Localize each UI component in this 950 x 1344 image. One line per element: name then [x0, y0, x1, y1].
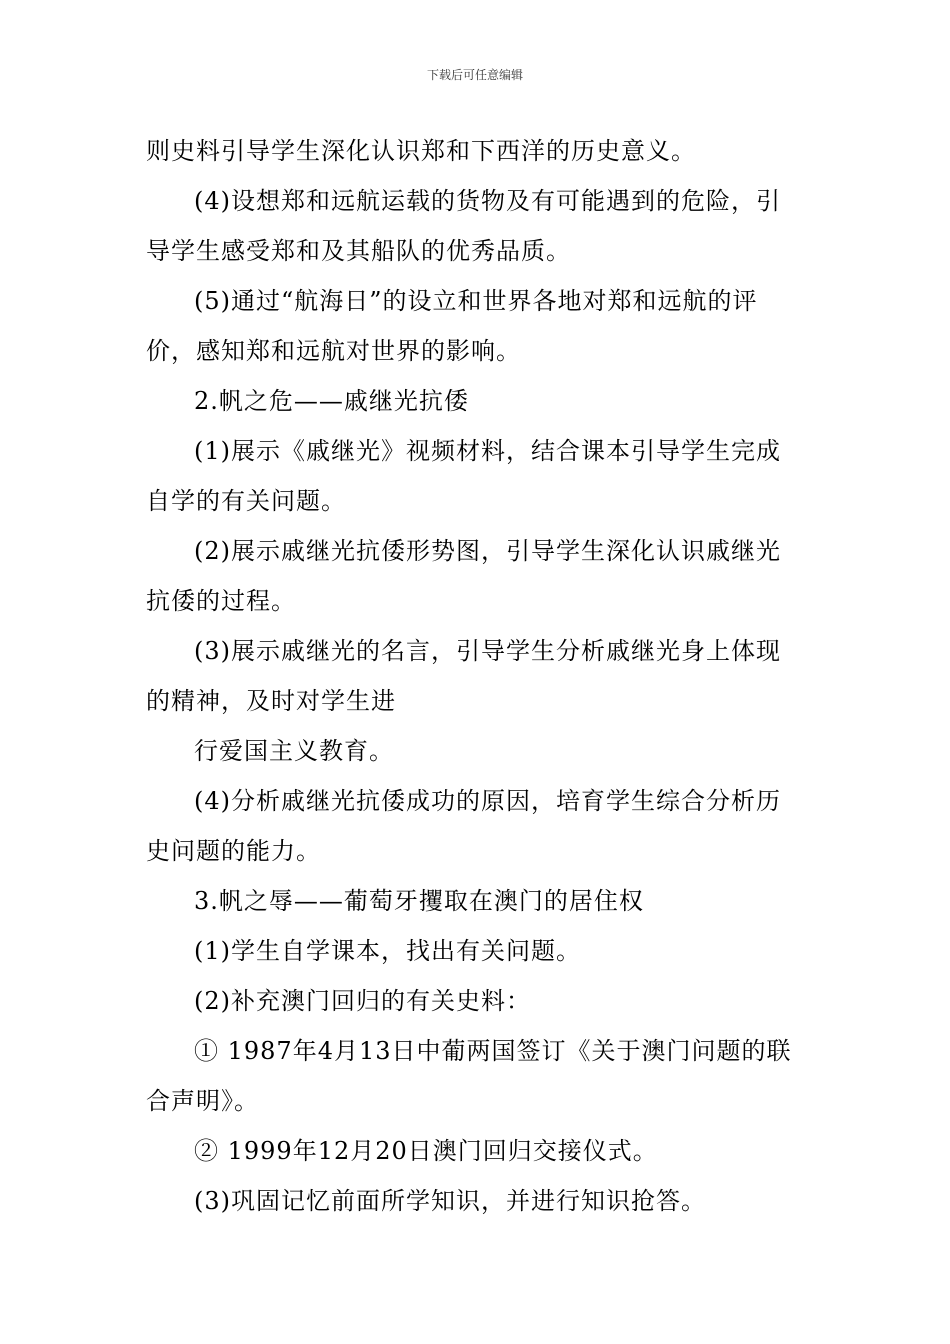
- text-line: (3)展示戚继光的名言，引导学生分析戚继光身上体现: [194, 637, 781, 665]
- text-line: 导学生感受郑和及其船队的优秀品质。: [146, 237, 571, 265]
- text-line: (2)展示戚继光抗倭形势图，引导学生深化认识戚继光: [194, 537, 781, 565]
- text-line: (4)设想郑和远航运载的货物及有可能遇到的危险，引: [194, 187, 781, 215]
- text-line: ② 1999年12月20日澳门回归交接仪式。: [194, 1137, 658, 1165]
- document-body: [146, 126, 810, 1226]
- text-line: (5)通过“航海日”的设立和世界各地对郑和远航的评: [194, 287, 758, 315]
- text-line: 价，感知郑和远航对世界的影响。: [146, 337, 521, 365]
- text-line: 则史料引导学生深化认识郑和下西洋的历史意义。: [146, 137, 696, 165]
- text-line: 自学的有关问题。: [146, 487, 346, 515]
- text-line: 合声明》。: [146, 1087, 259, 1115]
- text-line: (2)补充澳门回归的有关史料：: [194, 987, 531, 1015]
- section-heading: 2.帆之危——戚继光抗倭: [194, 387, 469, 415]
- text-line: (3)巩固记忆前面所学知识，并进行知识抢答。: [194, 1187, 706, 1215]
- text-line: (4)分析戚继光抗倭成功的原因，培育学生综合分析历: [194, 787, 781, 815]
- section-heading: 3.帆之辱——葡萄牙攫取在澳门的居住权: [194, 887, 644, 915]
- text-line: 行爱国主义教育。: [194, 737, 394, 765]
- text-line: 的精神，及时对学生进: [146, 687, 396, 715]
- text-line: 史问题的能力。: [146, 837, 321, 865]
- text-line: (1)展示《戚继光》视频材料，结合课本引导学生完成: [194, 437, 781, 465]
- text-line: 抗倭的过程。: [146, 587, 296, 615]
- text-line: (1)学生自学课本，找出有关问题。: [194, 937, 581, 965]
- page-header: 下载后可任意编辑: [426, 68, 523, 82]
- text-line: ① 1987年4月13日中葡两国签订《关于澳门问题的联: [194, 1037, 792, 1065]
